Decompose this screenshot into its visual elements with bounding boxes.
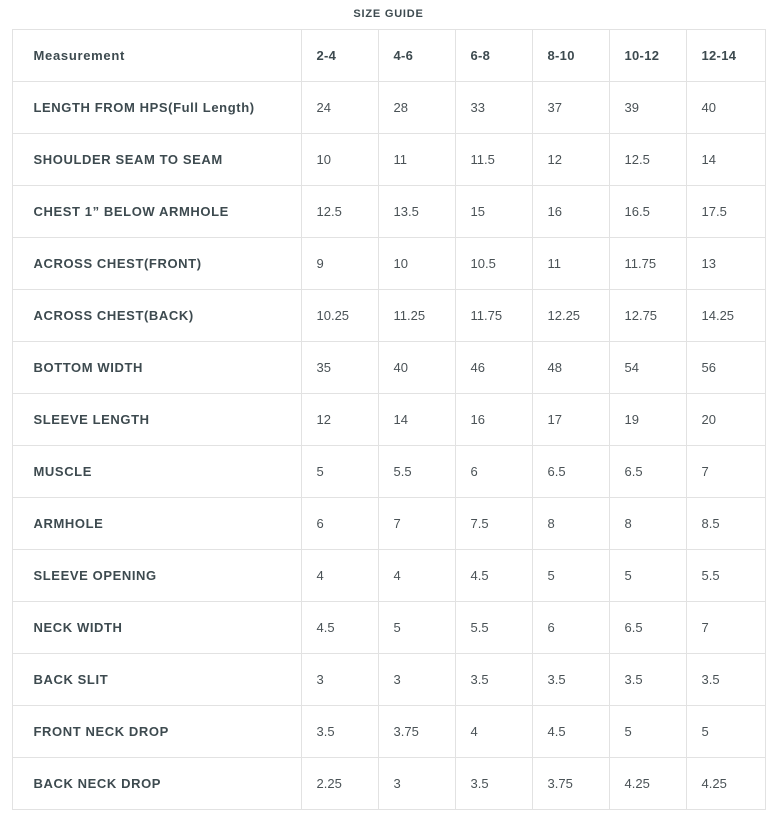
cell-value: 4.25 xyxy=(686,758,765,810)
cell-value: 5 xyxy=(532,550,609,602)
table-row xyxy=(12,654,765,706)
cell-value: 5.5 xyxy=(686,550,765,602)
cell-value: 46 xyxy=(455,342,532,394)
cell-value: 12.5 xyxy=(609,134,686,186)
cell-value: 3 xyxy=(301,654,378,706)
cell-value: 3.5 xyxy=(686,654,765,706)
cell-value: 4 xyxy=(455,706,532,758)
row-label: ARMHOLE xyxy=(12,498,301,550)
cell-value: 10.25 xyxy=(301,290,378,342)
cell-value: 12.75 xyxy=(609,290,686,342)
table-header-row xyxy=(12,30,765,82)
cell-value: 12.25 xyxy=(532,290,609,342)
column-header-size-12-14: 12-14 xyxy=(686,30,765,82)
cell-value: 13 xyxy=(686,238,765,290)
table-row xyxy=(12,134,765,186)
table-row xyxy=(12,342,765,394)
column-header-size-2-4: 2-4 xyxy=(301,30,378,82)
row-label: BACK NECK DROP xyxy=(12,758,301,810)
column-header-size-10-12: 10-12 xyxy=(609,30,686,82)
cell-value: 12 xyxy=(301,394,378,446)
row-label: FRONT NECK DROP xyxy=(12,706,301,758)
column-header-size-6-8: 6-8 xyxy=(455,30,532,82)
cell-value: 11.75 xyxy=(609,238,686,290)
cell-value: 14 xyxy=(686,134,765,186)
cell-value: 11.75 xyxy=(455,290,532,342)
row-label: CHEST 1” BELOW ARMHOLE xyxy=(12,186,301,238)
cell-value: 11.5 xyxy=(455,134,532,186)
cell-value: 9 xyxy=(301,238,378,290)
cell-value: 3.5 xyxy=(455,758,532,810)
table-row xyxy=(12,186,765,238)
cell-value: 20 xyxy=(686,394,765,446)
cell-value: 40 xyxy=(378,342,455,394)
cell-value: 3.5 xyxy=(532,654,609,706)
cell-value: 3 xyxy=(378,758,455,810)
cell-value: 7.5 xyxy=(455,498,532,550)
cell-value: 37 xyxy=(532,82,609,134)
cell-value: 6 xyxy=(532,602,609,654)
row-label: ACROSS CHEST(BACK) xyxy=(12,290,301,342)
table-row xyxy=(12,758,765,810)
cell-value: 19 xyxy=(609,394,686,446)
cell-value: 4.5 xyxy=(532,706,609,758)
cell-value: 54 xyxy=(609,342,686,394)
cell-value: 2.25 xyxy=(301,758,378,810)
cell-value: 3.75 xyxy=(532,758,609,810)
table-row xyxy=(12,706,765,758)
cell-value: 39 xyxy=(609,82,686,134)
cell-value: 10.5 xyxy=(455,238,532,290)
cell-value: 33 xyxy=(455,82,532,134)
cell-value: 7 xyxy=(378,498,455,550)
cell-value: 16.5 xyxy=(609,186,686,238)
cell-value: 35 xyxy=(301,342,378,394)
cell-value: 5 xyxy=(301,446,378,498)
row-label: ACROSS CHEST(FRONT) xyxy=(12,238,301,290)
row-label: NECK WIDTH xyxy=(12,602,301,654)
cell-value: 7 xyxy=(686,602,765,654)
cell-value: 17.5 xyxy=(686,186,765,238)
cell-value: 6.5 xyxy=(532,446,609,498)
cell-value: 10 xyxy=(378,238,455,290)
column-header-measurement: Measurement xyxy=(12,30,301,82)
cell-value: 40 xyxy=(686,82,765,134)
table-row xyxy=(12,82,765,134)
column-header-size-4-6: 4-6 xyxy=(378,30,455,82)
cell-value: 13.5 xyxy=(378,186,455,238)
cell-value: 14 xyxy=(378,394,455,446)
cell-value: 8 xyxy=(532,498,609,550)
cell-value: 15 xyxy=(455,186,532,238)
cell-value: 17 xyxy=(532,394,609,446)
cell-value: 8 xyxy=(609,498,686,550)
cell-value: 3.5 xyxy=(455,654,532,706)
cell-value: 48 xyxy=(532,342,609,394)
cell-value: 6 xyxy=(301,498,378,550)
cell-value: 4 xyxy=(301,550,378,602)
cell-value: 10 xyxy=(301,134,378,186)
table-row xyxy=(12,550,765,602)
cell-value: 8.5 xyxy=(686,498,765,550)
cell-value: 5.5 xyxy=(378,446,455,498)
table-row xyxy=(12,446,765,498)
cell-value: 16 xyxy=(532,186,609,238)
cell-value: 7 xyxy=(686,446,765,498)
cell-value: 14.25 xyxy=(686,290,765,342)
cell-value: 5 xyxy=(378,602,455,654)
cell-value: 3.75 xyxy=(378,706,455,758)
row-label: BOTTOM WIDTH xyxy=(12,342,301,394)
cell-value: 4.5 xyxy=(455,550,532,602)
cell-value: 12.5 xyxy=(301,186,378,238)
cell-value: 11.25 xyxy=(378,290,455,342)
table-header xyxy=(12,30,765,82)
cell-value: 5 xyxy=(609,550,686,602)
cell-value: 4.25 xyxy=(609,758,686,810)
cell-value: 3.5 xyxy=(609,654,686,706)
cell-value: 24 xyxy=(301,82,378,134)
table-row xyxy=(12,238,765,290)
page-title: SIZE GUIDE xyxy=(353,8,424,20)
row-label: MUSCLE xyxy=(12,446,301,498)
cell-value: 28 xyxy=(378,82,455,134)
cell-value: 5 xyxy=(686,706,765,758)
cell-value: 11 xyxy=(378,134,455,186)
cell-value: 11 xyxy=(532,238,609,290)
table-row xyxy=(12,602,765,654)
row-label: BACK SLIT xyxy=(12,654,301,706)
cell-value: 5 xyxy=(609,706,686,758)
size-guide-table xyxy=(12,29,766,810)
cell-value: 6.5 xyxy=(609,446,686,498)
cell-value: 6.5 xyxy=(609,602,686,654)
cell-value: 12 xyxy=(532,134,609,186)
cell-value: 5.5 xyxy=(455,602,532,654)
table-row xyxy=(12,394,765,446)
cell-value: 3.5 xyxy=(301,706,378,758)
column-header-size-8-10: 8-10 xyxy=(532,30,609,82)
cell-value: 3 xyxy=(378,654,455,706)
cell-value: 4 xyxy=(378,550,455,602)
cell-value: 6 xyxy=(455,446,532,498)
row-label: LENGTH FROM HPS(Full Length) xyxy=(12,82,301,134)
cell-value: 4.5 xyxy=(301,602,378,654)
row-label: SLEEVE LENGTH xyxy=(12,394,301,446)
row-label: SLEEVE OPENING xyxy=(12,550,301,602)
cell-value: 56 xyxy=(686,342,765,394)
table-row xyxy=(12,498,765,550)
table-body xyxy=(12,82,765,810)
table-row xyxy=(12,290,765,342)
row-label: SHOULDER SEAM TO SEAM xyxy=(12,134,301,186)
cell-value: 16 xyxy=(455,394,532,446)
